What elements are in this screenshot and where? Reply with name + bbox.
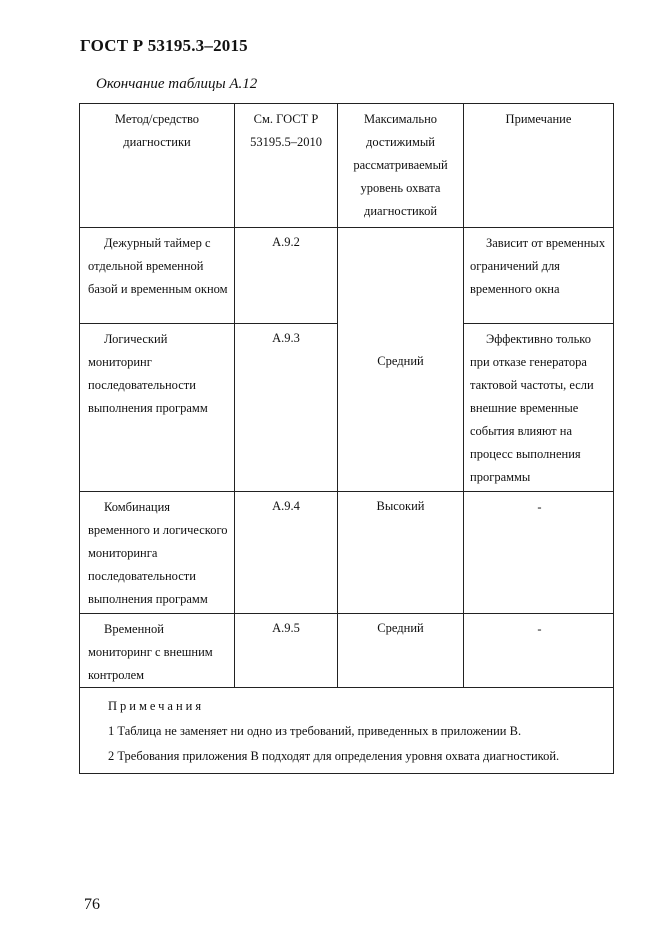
note-cell — [464, 228, 614, 324]
method-cell — [80, 614, 235, 688]
page-number: 76 — [84, 896, 100, 913]
method-cell — [80, 228, 235, 324]
column-header-method — [80, 104, 235, 228]
note-item: 1 Таблица не заменяет ни одно из требований, приведенных в приложении В. — [108, 724, 522, 738]
column-header-note — [464, 104, 614, 228]
note-text: Эффективно только при отказе генератора тактовой частоты, если внешние временные события влияют на процесс выполнения программы — [470, 332, 594, 484]
note-item: 2 Требования приложения В подходят для определения уровня охвата диагностикой. — [108, 749, 560, 763]
column-header-note-text: Примечание — [505, 112, 572, 126]
column-header-coverage-level-text: Максимально достижимый рассматриваемый уровень охвата диагностикой — [353, 112, 448, 218]
notes-heading: Примечания — [108, 699, 205, 713]
method-cell — [80, 324, 235, 492]
column-header-reference-text: См. ГОСТ Р 53195.5–2010 — [250, 112, 322, 149]
note-text: - — [537, 500, 542, 514]
column-header-coverage-level — [338, 104, 464, 228]
column-header-method-text: Метод/средство диагностики — [114, 112, 200, 149]
document-title: ГОСТ Р 53195.3–2015 — [80, 36, 248, 55]
reference-text: А.9.2 — [272, 235, 300, 249]
table-caption: Окончание таблицы А.12 — [96, 76, 258, 92]
coverage-level-cell — [338, 228, 464, 492]
method-text: Дежурный таймер с отдельной временной базой и временным окном — [88, 236, 228, 296]
diagnostics-table — [79, 103, 614, 774]
table-row — [80, 614, 614, 688]
reference-cell — [235, 614, 338, 688]
method-text: Временной мониторинг с внешним контролем — [88, 622, 213, 682]
table-row — [80, 228, 614, 324]
method-text: Логический мониторинг последовательности выполнения программ — [88, 332, 208, 415]
note-cell — [464, 324, 614, 492]
coverage-level-text: Средний — [377, 621, 424, 635]
method-text: Комбинация временного и логического мониторинга последовательности выполнения программ — [88, 500, 228, 606]
column-header-reference — [235, 104, 338, 228]
coverage-level-cell — [338, 492, 464, 614]
coverage-level-cell — [338, 614, 464, 688]
reference-text: А.9.4 — [272, 499, 300, 513]
method-cell — [80, 492, 235, 614]
reference-cell — [235, 492, 338, 614]
table-row — [80, 492, 614, 614]
coverage-level-text: Средний — [377, 353, 424, 368]
note-text: Зависит от временных ограничений для временного окна — [470, 236, 606, 296]
note-cell — [464, 614, 614, 688]
coverage-level-text: Высокий — [376, 499, 425, 513]
note-text: - — [537, 622, 542, 636]
reference-text: А.9.5 — [272, 621, 300, 635]
reference-text: А.9.3 — [272, 331, 300, 345]
notes-row — [80, 688, 614, 774]
note-cell — [464, 492, 614, 614]
table-header-row — [80, 104, 614, 228]
reference-cell — [235, 324, 338, 492]
reference-cell — [235, 228, 338, 324]
notes-cell — [80, 688, 614, 774]
